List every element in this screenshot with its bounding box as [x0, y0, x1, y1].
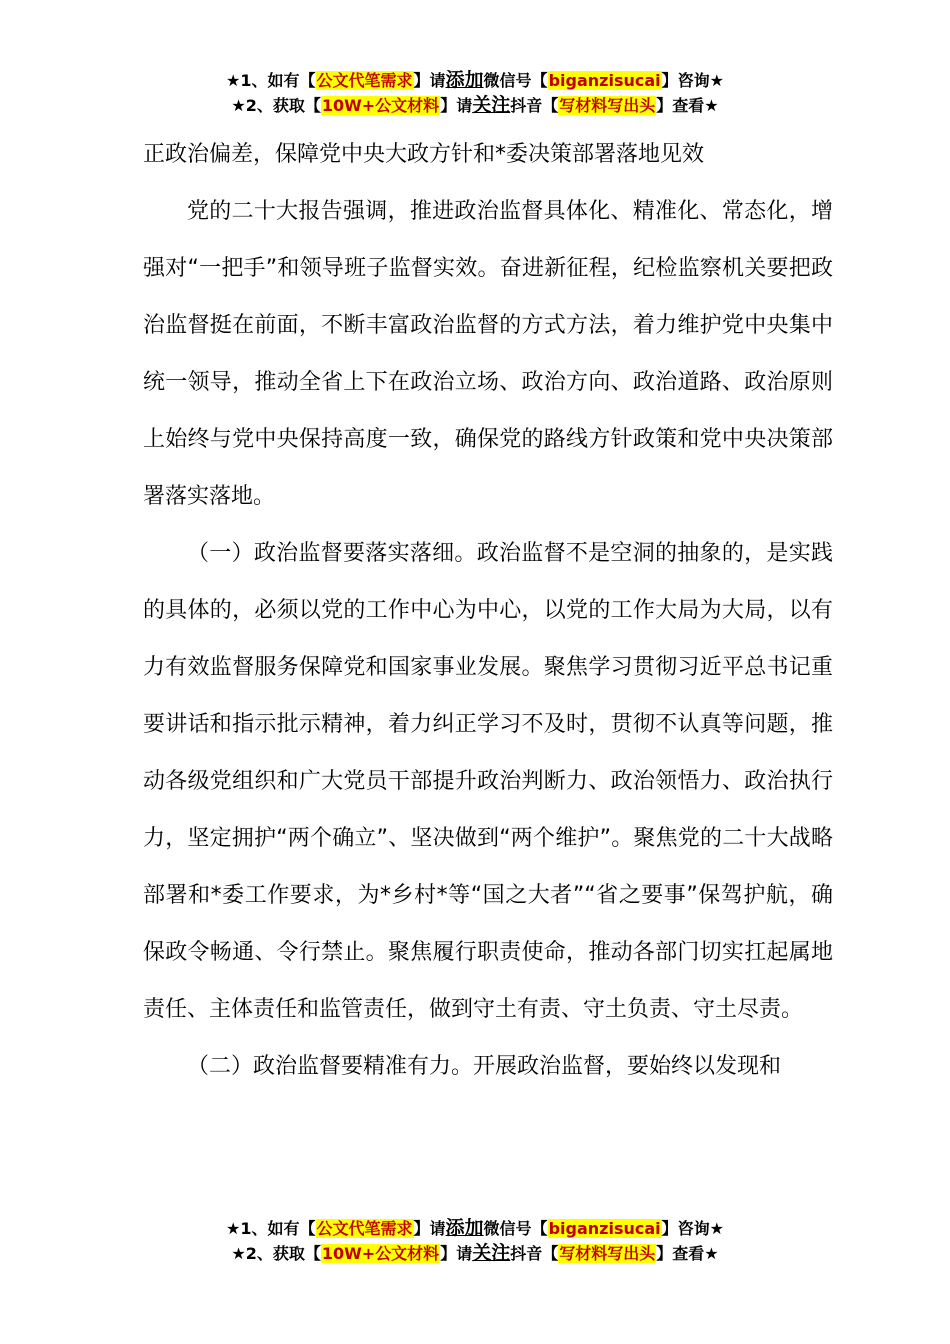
banner-line-2 [0, 93, 950, 118]
banner-highlight: 公文代笔需求 [316, 1219, 413, 1238]
banner-highlight: 写材料写出头 [559, 96, 656, 115]
paragraph-intro: 党的二十大报告强调，推进政治监督具体化、精准化、常态化，增强对“一把手”和领导班子监督实效。奋进新征程，纪检监察机关要把政治监督挺在前面，不断丰富政治监督的方式方法，着力维护党中央集中统一领导，推动全省上下在政治立场、政治方向、政治道路、政治原则上始终与党中央保持高度一致，确保党的路线方针政策和党中央决策部署落实落地。 [143, 199, 833, 509]
banner-line-1 [0, 1216, 950, 1241]
banner-text: 微信号【 [483, 71, 548, 90]
banner-text: ★1、如有【 [226, 71, 316, 90]
banner-highlight: 10W+公文材料 [321, 1244, 440, 1263]
banner-text: 】查看★ [656, 96, 719, 115]
banner-text: 抖音【 [510, 96, 559, 115]
banner-wechat-id: biganzisucai [548, 71, 661, 90]
banner-highlight: 公文代笔需求 [316, 71, 413, 90]
banner-wechat-id: biganzisucai [548, 1219, 661, 1238]
banner-highlight: 10W+公文材料 [321, 96, 440, 115]
banner-line-2 [0, 1241, 950, 1266]
banner-text: 】请 [413, 71, 446, 90]
banner-text: 】咨询★ [661, 1219, 724, 1238]
banner-text: ★1、如有【 [226, 1219, 316, 1238]
banner-text: 微信号【 [483, 1219, 548, 1238]
paragraph-section-1: （一）政治监督要落实落细。政治监督不是空洞的抽象的，是实践的具体的，必须以党的工作中心为中心，以党的工作大局为大局，以有力有效监督服务保障党和国家事业发展。聚焦学习贯彻习近平总书记重要讲话和指示批示精神，着力纠正学习不及时，贯彻不认真等问题，推动各级党组织和广大党员干部提升政治判断力、政治领悟力、政治执行力，坚定拥护“两个确立”、坚决做到“两个维护”。聚焦党的二十大战略部署和*委工作要求，为*乡村*等“国之大者”“省之要事”保驾护航，确保政令畅通、令行禁止。聚焦履行职责使命，推动各部门切实扛起属地责任、主体责任和监管责任，做到守土有责、守土负责、守土尽责。 [143, 541, 833, 1022]
banner-text: 】请 [440, 96, 473, 115]
footer-banner [0, 1216, 950, 1266]
paragraph-continuation: 正政治偏差，保障党中央大政方针和*委决策部署落地见效 [143, 142, 705, 167]
document-body [143, 126, 833, 1095]
banner-highlight: 写材料写出头 [559, 1244, 656, 1263]
banner-emphasis: 添加 [445, 69, 484, 91]
banner-text: 抖音【 [510, 1244, 559, 1263]
banner-text: 】查看★ [656, 1244, 719, 1263]
banner-emphasis: 关注 [472, 1242, 511, 1264]
banner-text: ★2、获取【 [231, 1244, 321, 1263]
banner-text: 】请 [440, 1244, 473, 1263]
banner-text: 】请 [413, 1219, 446, 1238]
banner-emphasis: 添加 [445, 1217, 484, 1239]
banner-text: ★2、获取【 [231, 96, 321, 115]
paragraph-section-2: （二）政治监督要精准有力。开展政治监督，要始终以发现和 [187, 1054, 782, 1079]
banner-text: 】咨询★ [661, 71, 724, 90]
header-banner [0, 68, 950, 118]
banner-emphasis: 关注 [472, 94, 511, 116]
banner-line-1 [0, 68, 950, 93]
